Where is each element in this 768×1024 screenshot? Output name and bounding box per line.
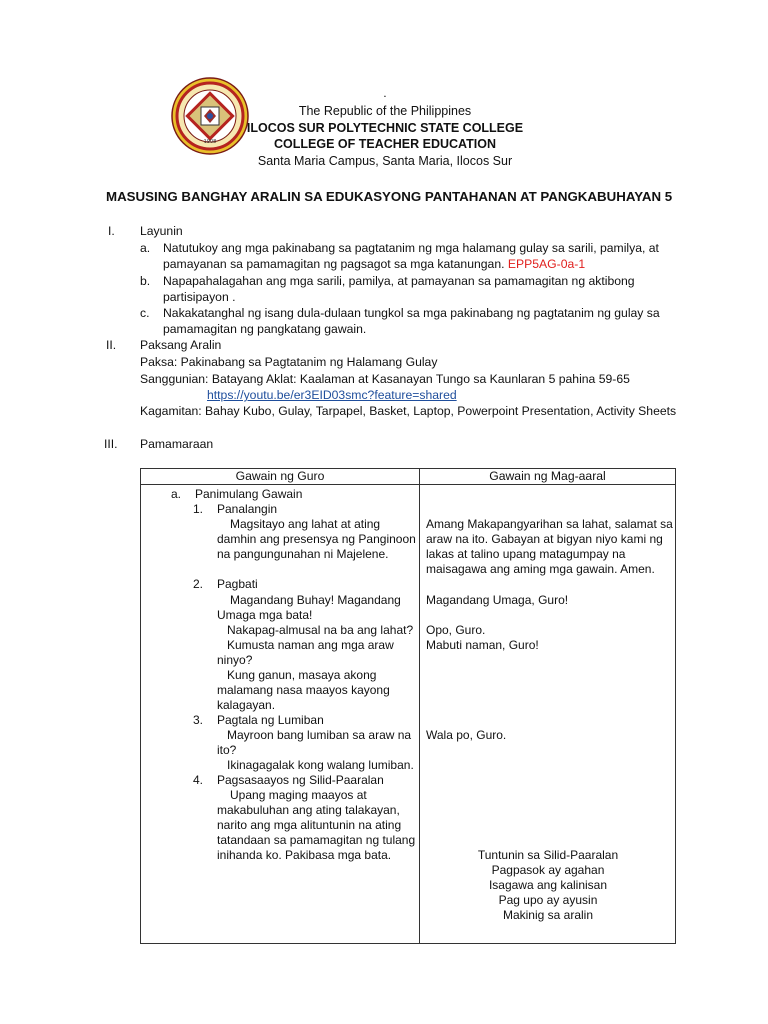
step4-line3: narito ang mga alituntunin na ating [217, 818, 402, 832]
step4-line4: tatandaan sa pamamagitan ng tulang [217, 833, 416, 847]
step2-line5: ninyo? [217, 653, 253, 667]
response5: Wala po, Guro. [426, 728, 507, 742]
step2-title: Pagbati [217, 577, 258, 591]
step2-line1: Magandang Buhay! Magandang [230, 593, 401, 607]
response1-line1: Amang Makapangyarihan sa lahat, salamat sa [426, 517, 673, 531]
republic-text: The Republic of the Philippines [298, 104, 472, 118]
seal-year: 1908 [203, 139, 217, 145]
step4-line1: Upang maging maayos at [230, 788, 367, 802]
activity-a-title: Panimulang Gawain [195, 487, 303, 501]
step2-line4: Kumusta naman ang mga araw [227, 638, 394, 652]
poem-line: Makinig sa aralin [502, 908, 594, 922]
section1-number: I. [108, 224, 115, 238]
objective-a-line2: pamayanan sa pamamagitan ng pagsagot sa mga katanungan. [163, 257, 505, 271]
objective-b-line1: Napapahalagahan ang mga sarili, pamilya, at pamayanan sa pamamagitan ng aktibong [163, 274, 635, 288]
step4-line5: inihanda ko. Pakibasa mga bata. [217, 848, 392, 862]
lesson-procedure-table [140, 468, 676, 944]
step4-number: 4. [193, 773, 204, 787]
objective-c-line2: pamamagitan ng pangkatang gawain. [163, 322, 367, 336]
teacher-activities-cell [141, 485, 420, 944]
response1-line3: lakas at talino upang matagumpay na [426, 547, 626, 561]
objective-c-line1: Nakakatanghal ng isang dula-dulaan tungkol sa mga pakinabang ng pagtatanim ng gulay sa [163, 306, 660, 320]
objective-b-line2: partisipayon . [163, 290, 236, 304]
step3-line1: Mayroon bang lumiban sa araw na [227, 728, 412, 742]
step2-line6: Kung ganun, masaya akong [227, 668, 377, 682]
section2-number: II. [106, 338, 117, 352]
activity-a-label: a. [171, 487, 182, 501]
response1-line4: maisagawa ang aming mga gawain. Amen. [426, 562, 655, 576]
sanggunian-text: Sanggunian: Batayang Aklat: Kaalaman at Kasanayan Tungo sa Kaunlaran 5 pahina 59-65 [140, 372, 630, 386]
objective-a-label: a. [140, 241, 151, 255]
objective-b-label: b. [140, 274, 151, 288]
step3-line2: ito? [217, 743, 237, 757]
response4: Mabuti naman, Guro! [426, 638, 539, 652]
poem-line: Isagawa ang kalinisan [488, 878, 608, 892]
step1-number: 1. [193, 502, 204, 516]
student-column-header: Gawain ng Mag-aaral [420, 469, 676, 485]
section1-heading: Layunin [140, 224, 183, 238]
reference-link[interactable]: https://youtu.be/er3EID03smc?feature=shared [207, 388, 457, 402]
section2-heading: Paksang Aralin [140, 338, 222, 352]
step1-line3: na pangungunahan ni Majelene. [217, 547, 389, 561]
step3-number: 3. [193, 713, 204, 727]
poem-line: Pagpasok ay agahan [491, 863, 605, 877]
student-activities-cell [420, 485, 676, 944]
objective-c-label: c. [140, 306, 150, 320]
poem-title: Tuntunin sa Silid-Paaralan [477, 848, 619, 862]
section3-number: III. [104, 437, 118, 451]
response2: Magandang Umaga, Guro! [426, 593, 569, 607]
campus-text: Santa Maria Campus, Santa Maria, Ilocos Sur [257, 154, 513, 168]
response1-line2: araw na ito. Gabayan at bigyan niyo kami ng [426, 532, 663, 546]
step2-line8: kalagayan. [217, 698, 276, 712]
step3-line3: Ikinagagalak kong walang lumiban. [227, 758, 414, 772]
department-name: COLLEGE OF TEACHER EDUCATION [274, 137, 496, 151]
step1-line2: damhin ang presensya ng Panginoon [217, 532, 416, 546]
step2-number: 2. [193, 577, 204, 591]
page-title: MASUSING BANGHAY ARALIN SA EDUKASYONG PANTAHANAN AT PANGKABUHAYAN 5 [106, 189, 673, 204]
header-dot: . [383, 86, 387, 100]
step3-title: Pagtala ng Lumiban [217, 713, 324, 727]
competency-code: EPP5AG-0a-1 [507, 257, 586, 271]
step4-title: Pagsasaayos ng Silid-Paaralan [217, 773, 384, 787]
teacher-column-header: Gawain ng Guro [141, 469, 420, 485]
objective-a-line2-wrap [163, 257, 585, 272]
section3-heading: Pamamaraan [140, 437, 214, 451]
college-name: ILOCOS SUR POLYTECHNIC STATE COLLEGE [246, 121, 524, 135]
step4-line2: makabuluhan ang ating talakayan, [217, 803, 400, 817]
step1-title: Panalangin [217, 502, 278, 516]
step2-line3: Nakapag-almusal na ba ang lahat? [227, 623, 414, 637]
step2-line7: malamang nasa maayos kayong [217, 683, 390, 697]
poem-line: Pag upo ay ayusin [498, 893, 598, 907]
step1-line1: Magsitayo ang lahat at ating [230, 517, 381, 531]
college-seal-logo [170, 76, 250, 156]
objective-a-line1: Natutukoy ang mga pakinabang sa pagtatanim ng mga halamang gulay sa sarili, pamilya, at [163, 241, 659, 255]
kagamitan-text: Kagamitan: Bahay Kubo, Gulay, Tarpapel, Basket, Laptop, Powerpoint Presentation, Activity Sheets [140, 404, 677, 418]
paksa-text: Paksa: Pakinabang sa Pagtatanim ng Halamang Gulay [140, 355, 438, 369]
response3: Opo, Guro. [426, 623, 486, 637]
step2-line2: Umaga mga bata! [217, 608, 313, 622]
